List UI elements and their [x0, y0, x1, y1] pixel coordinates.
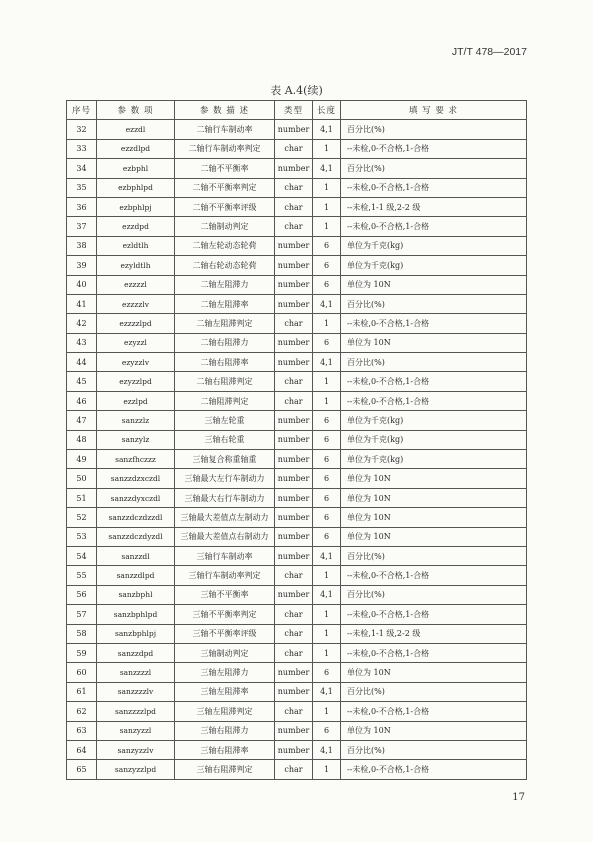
cell-type: char [275, 643, 313, 662]
cell-type: char [275, 702, 313, 721]
cell-parameter: ezzdlpd [97, 139, 175, 158]
cell-requirement: 单位为 10N [341, 721, 527, 740]
cell-requirement: 百分比(%) [341, 159, 527, 178]
cell-type: number [275, 527, 313, 546]
cell-requirement: 单位为千克(kg) [341, 450, 527, 469]
table-row [67, 236, 527, 255]
cell-type: number [275, 236, 313, 255]
cell-length: 4,1 [313, 585, 341, 604]
cell-type: char [275, 391, 313, 410]
table-row [67, 721, 527, 740]
cell-type: char [275, 372, 313, 391]
cell-length: 6 [313, 236, 341, 255]
cell-index: 43 [67, 333, 97, 352]
cell-length: 6 [313, 488, 341, 507]
cell-parameter: sanzzdczdyzdl [97, 527, 175, 546]
cell-length: 4,1 [313, 294, 341, 313]
table-row [67, 275, 527, 294]
cell-type: number [275, 740, 313, 759]
cell-parameter: sanzzzzlv [97, 682, 175, 701]
table-row [67, 159, 527, 178]
cell-requirement: 单位为千克(kg) [341, 411, 527, 430]
cell-length: 1 [313, 314, 341, 333]
cell-type: number [275, 120, 313, 139]
table-row [67, 566, 527, 585]
cell-length: 1 [313, 643, 341, 662]
cell-parameter: sanzyzzl [97, 721, 175, 740]
cell-type: number [275, 469, 313, 488]
cell-index: 60 [67, 663, 97, 682]
cell-parameter: sanzzdzxczdl [97, 469, 175, 488]
cell-requirement: --未检,1-1 级,2-2 级 [341, 624, 527, 643]
cell-description: 二轴不平衡率评级 [175, 197, 275, 216]
cell-type: number [275, 488, 313, 507]
cell-index: 39 [67, 256, 97, 275]
table-row [67, 643, 527, 662]
cell-index: 34 [67, 159, 97, 178]
cell-requirement: 百分比(%) [341, 353, 527, 372]
cell-length: 6 [313, 430, 341, 449]
table-body [67, 120, 527, 779]
cell-parameter: sanzfhczzz [97, 450, 175, 469]
cell-requirement: 单位为千克(kg) [341, 236, 527, 255]
table-row [67, 391, 527, 410]
cell-length: 6 [313, 333, 341, 352]
column-header-type: 类型 [275, 101, 313, 120]
cell-description: 二轴制动判定 [175, 217, 275, 236]
cell-length: 4,1 [313, 546, 341, 565]
table-row [67, 469, 527, 488]
cell-requirement: 百分比(%) [341, 740, 527, 759]
cell-index: 45 [67, 372, 97, 391]
cell-description: 三轴制动判定 [175, 643, 275, 662]
cell-parameter: sanzzdl [97, 546, 175, 565]
cell-parameter: ezyzzlpd [97, 372, 175, 391]
cell-length: 1 [313, 702, 341, 721]
cell-type: number [275, 450, 313, 469]
cell-description: 二轴右阻滞判定 [175, 372, 275, 391]
cell-index: 58 [67, 624, 97, 643]
cell-description: 二轴左轮动态轮荷 [175, 236, 275, 255]
table-row [67, 663, 527, 682]
cell-parameter: sanzzdlpd [97, 566, 175, 585]
cell-index: 44 [67, 353, 97, 372]
cell-parameter: sanzylz [97, 430, 175, 449]
cell-index: 51 [67, 488, 97, 507]
cell-index: 37 [67, 217, 97, 236]
cell-requirement: --未检,0-不合格,1-合格 [341, 702, 527, 721]
cell-type: number [275, 585, 313, 604]
table-row [67, 120, 527, 139]
cell-index: 59 [67, 643, 97, 662]
cell-description: 三轴最大右行车制动力 [175, 488, 275, 507]
cell-description: 二轴右轮动态轮荷 [175, 256, 275, 275]
cell-index: 56 [67, 585, 97, 604]
table-row [67, 372, 527, 391]
cell-index: 52 [67, 508, 97, 527]
cell-description: 三轴最大差值点左制动力 [175, 508, 275, 527]
cell-requirement: 单位为 10N [341, 333, 527, 352]
cell-length: 1 [313, 139, 341, 158]
cell-description: 三轴右阻滞力 [175, 721, 275, 740]
cell-parameter: ezzzzlv [97, 294, 175, 313]
cell-description: 三轴最大左行车制动力 [175, 469, 275, 488]
cell-length: 1 [313, 605, 341, 624]
cell-index: 62 [67, 702, 97, 721]
cell-requirement: --未检,1-1 级,2-2 级 [341, 197, 527, 216]
cell-parameter: sanzzdyxczdl [97, 488, 175, 507]
table-row [67, 256, 527, 275]
cell-parameter: ezzzzlpd [97, 314, 175, 333]
cell-type: number [275, 159, 313, 178]
table-row [67, 314, 527, 333]
cell-index: 36 [67, 197, 97, 216]
cell-requirement: 单位为千克(kg) [341, 430, 527, 449]
cell-type: number [275, 721, 313, 740]
cell-index: 49 [67, 450, 97, 469]
cell-length: 6 [313, 275, 341, 294]
cell-requirement: --未检,0-不合格,1-合格 [341, 372, 527, 391]
cell-index: 65 [67, 760, 97, 779]
cell-index: 64 [67, 740, 97, 759]
cell-requirement: 百分比(%) [341, 585, 527, 604]
table-row [67, 411, 527, 430]
cell-requirement: 单位为 10N [341, 527, 527, 546]
cell-length: 6 [313, 663, 341, 682]
cell-type: number [275, 411, 313, 430]
cell-parameter: ezbphlpj [97, 197, 175, 216]
cell-requirement: --未检,0-不合格,1-合格 [341, 139, 527, 158]
cell-parameter: ezyzzlv [97, 353, 175, 372]
cell-length: 6 [313, 721, 341, 740]
cell-description: 二轴不平衡率判定 [175, 178, 275, 197]
cell-index: 33 [67, 139, 97, 158]
cell-type: number [275, 508, 313, 527]
cell-index: 47 [67, 411, 97, 430]
table-row [67, 508, 527, 527]
cell-parameter: sanzzdpd [97, 643, 175, 662]
cell-description: 三轴左轮重 [175, 411, 275, 430]
cell-length: 4,1 [313, 353, 341, 372]
column-header-index: 序号 [67, 101, 97, 120]
cell-parameter: sanzzzzlpd [97, 702, 175, 721]
table-row [67, 178, 527, 197]
cell-description: 三轴左阻滞率 [175, 682, 275, 701]
cell-type: char [275, 314, 313, 333]
cell-index: 55 [67, 566, 97, 585]
cell-type: number [275, 275, 313, 294]
cell-requirement: --未检,0-不合格,1-合格 [341, 760, 527, 779]
cell-requirement: 百分比(%) [341, 682, 527, 701]
cell-description: 三轴不平衡率 [175, 585, 275, 604]
table-row [67, 682, 527, 701]
cell-type: number [275, 546, 313, 565]
cell-description: 二轴左阻滞力 [175, 275, 275, 294]
cell-description: 三轴行车制动率判定 [175, 566, 275, 585]
cell-description: 三轴右阻滞判定 [175, 760, 275, 779]
cell-requirement: --未检,0-不合格,1-合格 [341, 391, 527, 410]
cell-parameter: sanzyzzlv [97, 740, 175, 759]
table-row [67, 333, 527, 352]
cell-description: 三轴左阻滞判定 [175, 702, 275, 721]
cell-type: number [275, 663, 313, 682]
cell-index: 41 [67, 294, 97, 313]
cell-requirement: 单位为 10N [341, 663, 527, 682]
cell-description: 三轴左阻滞力 [175, 663, 275, 682]
cell-requirement: --未检,0-不合格,1-合格 [341, 217, 527, 236]
cell-parameter: ezbphl [97, 159, 175, 178]
cell-parameter: sanzzdczdzzdl [97, 508, 175, 527]
table-row [67, 430, 527, 449]
cell-description: 三轴复合称重轴重 [175, 450, 275, 469]
cell-parameter: ezzdl [97, 120, 175, 139]
cell-index: 38 [67, 236, 97, 255]
cell-requirement: 单位为千克(kg) [341, 256, 527, 275]
table-row [67, 527, 527, 546]
cell-index: 48 [67, 430, 97, 449]
parameter-table [66, 100, 527, 780]
cell-requirement: 百分比(%) [341, 120, 527, 139]
cell-description: 三轴不平衡率判定 [175, 605, 275, 624]
table-title: 表 A.4(续) [270, 84, 323, 97]
table-row [67, 624, 527, 643]
cell-length: 6 [313, 469, 341, 488]
cell-type: number [275, 256, 313, 275]
table-row [67, 585, 527, 604]
cell-parameter: ezzlpd [97, 391, 175, 410]
table-row [67, 450, 527, 469]
cell-index: 40 [67, 275, 97, 294]
cell-requirement: 百分比(%) [341, 294, 527, 313]
cell-type: char [275, 760, 313, 779]
cell-type: char [275, 178, 313, 197]
cell-parameter: ezzzzl [97, 275, 175, 294]
cell-length: 6 [313, 411, 341, 430]
column-header-requirement: 填 写 要 求 [341, 101, 527, 120]
table-header-row [67, 101, 527, 120]
cell-requirement: --未检,0-不合格,1-合格 [341, 643, 527, 662]
cell-type: number [275, 333, 313, 352]
table-row [67, 353, 527, 372]
cell-index: 42 [67, 314, 97, 333]
cell-type: char [275, 605, 313, 624]
cell-length: 4,1 [313, 120, 341, 139]
cell-parameter: ezyzzl [97, 333, 175, 352]
table-row [67, 217, 527, 236]
cell-length: 1 [313, 624, 341, 643]
cell-type: char [275, 624, 313, 643]
cell-description: 二轴左阻滞率 [175, 294, 275, 313]
table-row [67, 702, 527, 721]
cell-length: 1 [313, 372, 341, 391]
cell-parameter: sanzbphlpj [97, 624, 175, 643]
cell-description: 三轴最大差值点右制动力 [175, 527, 275, 546]
cell-requirement: 百分比(%) [341, 546, 527, 565]
cell-parameter: sanzzzzl [97, 663, 175, 682]
cell-type: number [275, 294, 313, 313]
cell-index: 35 [67, 178, 97, 197]
table-row [67, 294, 527, 313]
cell-requirement: --未检,0-不合格,1-合格 [341, 314, 527, 333]
cell-requirement: --未检,0-不合格,1-合格 [341, 605, 527, 624]
cell-index: 54 [67, 546, 97, 565]
cell-description: 三轴右轮重 [175, 430, 275, 449]
cell-length: 6 [313, 450, 341, 469]
cell-index: 32 [67, 120, 97, 139]
cell-requirement: 单位为 10N [341, 469, 527, 488]
table-row [67, 740, 527, 759]
cell-index: 53 [67, 527, 97, 546]
table-row [67, 139, 527, 158]
table-row [67, 605, 527, 624]
column-header-parameter: 参 数 项 [97, 101, 175, 120]
table-row [67, 546, 527, 565]
cell-requirement: 单位为 10N [341, 488, 527, 507]
cell-type: number [275, 353, 313, 372]
cell-parameter: sanzzlz [97, 411, 175, 430]
cell-parameter: ezbphlpd [97, 178, 175, 197]
cell-type: char [275, 566, 313, 585]
cell-length: 1 [313, 197, 341, 216]
cell-parameter: sanzbphlpd [97, 605, 175, 624]
column-header-description: 参 数 描 述 [175, 101, 275, 120]
table-row [67, 760, 527, 779]
cell-index: 63 [67, 721, 97, 740]
cell-description: 二轴不平衡率 [175, 159, 275, 178]
column-header-length: 长度 [313, 101, 341, 120]
cell-description: 二轴阻滞判定 [175, 391, 275, 410]
cell-parameter: sanzyzzlpd [97, 760, 175, 779]
cell-length: 1 [313, 217, 341, 236]
cell-description: 三轴右阻滞率 [175, 740, 275, 759]
cell-length: 4,1 [313, 159, 341, 178]
cell-length: 1 [313, 760, 341, 779]
cell-type: number [275, 430, 313, 449]
cell-type: number [275, 682, 313, 701]
cell-length: 6 [313, 508, 341, 527]
cell-parameter: ezzdpd [97, 217, 175, 236]
page-number: 17 [512, 792, 525, 803]
cell-description: 三轴行车制动率 [175, 546, 275, 565]
cell-length: 1 [313, 566, 341, 585]
table-row [67, 488, 527, 507]
cell-description: 二轴行车制动率判定 [175, 139, 275, 158]
cell-description: 二轴右阻滞力 [175, 333, 275, 352]
cell-length: 4,1 [313, 740, 341, 759]
cell-parameter: ezyldtlh [97, 256, 175, 275]
cell-length: 1 [313, 178, 341, 197]
cell-length: 4,1 [313, 682, 341, 701]
table-row [67, 197, 527, 216]
cell-index: 50 [67, 469, 97, 488]
cell-length: 6 [313, 256, 341, 275]
standard-code: JT/T 478—2017 [451, 46, 527, 58]
cell-length: 6 [313, 527, 341, 546]
cell-description: 三轴不平衡率评级 [175, 624, 275, 643]
cell-requirement: 单位为 10N [341, 275, 527, 294]
cell-description: 二轴左阻滞判定 [175, 314, 275, 333]
cell-description: 二轴右阻滞率 [175, 353, 275, 372]
cell-type: char [275, 217, 313, 236]
cell-requirement: 单位为 10N [341, 508, 527, 527]
cell-description: 二轴行车制动率 [175, 120, 275, 139]
cell-index: 61 [67, 682, 97, 701]
cell-requirement: --未检,0-不合格,1-合格 [341, 178, 527, 197]
cell-length: 1 [313, 391, 341, 410]
cell-index: 46 [67, 391, 97, 410]
cell-parameter: ezldtlh [97, 236, 175, 255]
cell-requirement: --未检,0-不合格,1-合格 [341, 566, 527, 585]
cell-index: 57 [67, 605, 97, 624]
cell-type: char [275, 197, 313, 216]
cell-parameter: sanzbphl [97, 585, 175, 604]
cell-type: char [275, 139, 313, 158]
